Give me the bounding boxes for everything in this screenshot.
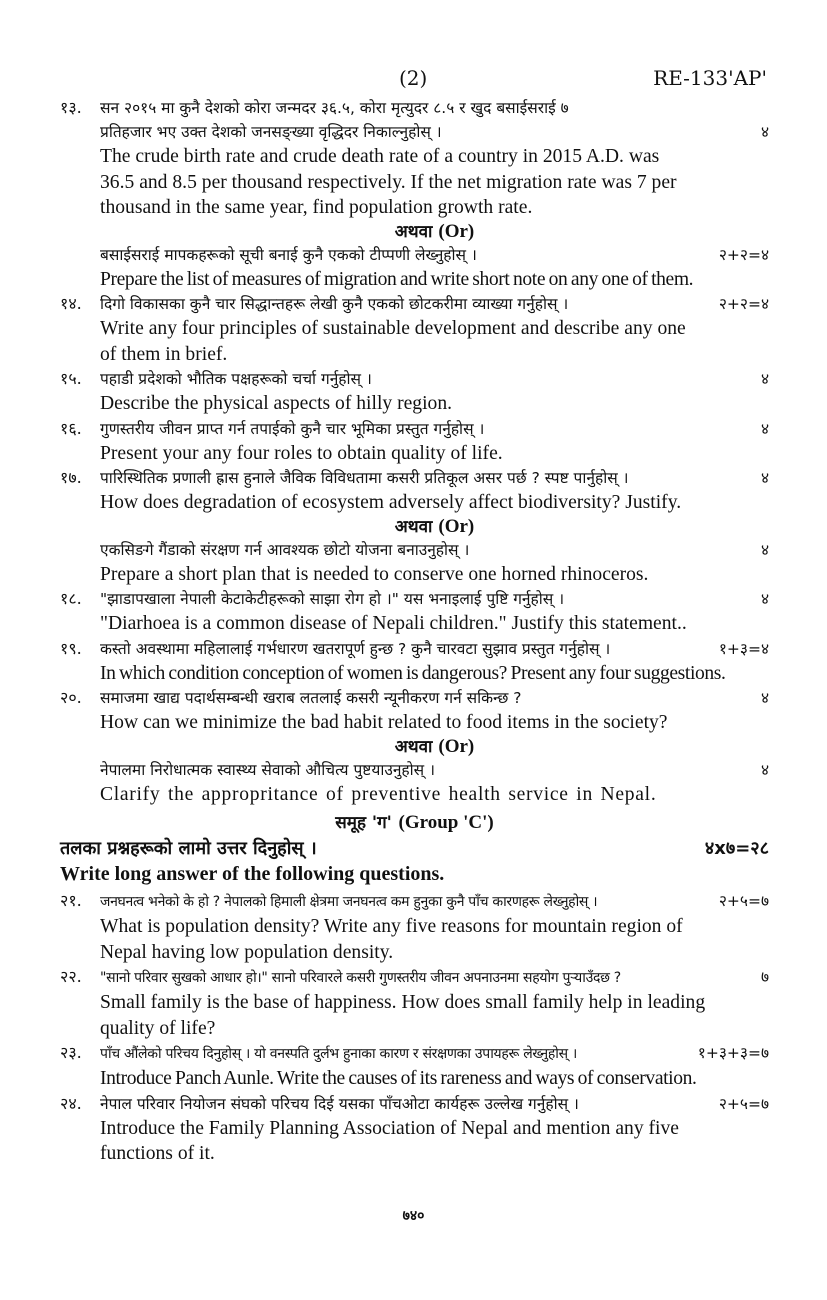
question-text-nepali xyxy=(100,965,769,990)
nepali-text-line: "सानो परिवार सुखको आधार हो।" सानो परिवारले कसरी गुणस्तरीय जीवन अपनाउनमा सहयोग पुऱ्याउँदछ ? xyxy=(100,970,621,986)
question-text-english: "Diarhoea is a common disease of Nepali children." Justify this statement.. xyxy=(100,613,687,634)
question-content xyxy=(100,96,769,221)
or-label-devanagari: अथवा xyxy=(394,516,433,537)
alternative-text-english: Prepare the list of measures of migration and write short note on any one of them. xyxy=(100,268,694,290)
group-c-questions xyxy=(60,889,769,1167)
question-text-english: How does degradation of ecosystem adversely affect biodiversity? Justify. xyxy=(100,492,682,513)
group-b-questions xyxy=(60,96,769,807)
paper-code: RE-133'AP' xyxy=(653,66,767,90)
question-marks: २+२=४ xyxy=(718,245,769,264)
question-content xyxy=(100,965,769,1041)
question-number: २३. xyxy=(60,1043,82,1062)
nepali-text-line: समाजमा खाद्य पदार्थसम्बन्धी खराब लतलाई कसरी न्यूनीकरण गर्न सकिन्छ ? xyxy=(100,689,522,707)
question-item xyxy=(60,637,769,687)
or-separator xyxy=(100,736,769,758)
group-c-title xyxy=(60,809,769,836)
question-marks: १+३=४ xyxy=(718,639,769,658)
question-marks: ४ xyxy=(760,760,769,779)
question-item xyxy=(60,587,769,637)
question-number: १५. xyxy=(60,369,82,388)
question-text-english: Introduce the Family Planning Association of Nepal and mention any five xyxy=(100,1117,679,1139)
group-c-title-english: (Group 'C') xyxy=(398,812,494,833)
question-marks: ४ xyxy=(760,419,769,438)
question-number: १७. xyxy=(60,468,82,487)
question-text-english: In which condition conception of women is dangerous? Present any four suggestions. xyxy=(100,662,726,684)
question-item xyxy=(60,889,769,965)
or-separator xyxy=(100,516,769,538)
question-text-english: of them in brief. xyxy=(100,343,228,365)
question-body xyxy=(60,96,769,1167)
question-marks: ४ xyxy=(760,123,769,141)
question-text-nepali xyxy=(100,367,769,391)
question-marks: १+३+३=७ xyxy=(697,1044,769,1062)
or-label-devanagari: अथवा xyxy=(394,736,433,757)
question-text-english: functions of it. xyxy=(100,1143,215,1164)
question-marks: ४ xyxy=(760,540,769,559)
page-header xyxy=(0,66,827,92)
question-text-nepali xyxy=(100,466,769,490)
question-text-nepali xyxy=(100,96,769,120)
nepali-text-line: नेपाल परिवार नियोजन संघको परिचय दिई यसका पाँचओटा कार्यहरू उल्लेख गर्नुहोस् । xyxy=(100,1094,579,1113)
group-c-title-devanagari: समूह 'ग' xyxy=(335,813,392,833)
nepali-text-line: गुणस्तरीय जीवन प्राप्त गर्न तपाईको कुनै चार भूमिका प्रस्तुत गर्नुहोस् । xyxy=(100,419,485,438)
or-label-english: (Or) xyxy=(438,515,475,537)
question-number: २०. xyxy=(60,688,82,707)
question-item xyxy=(60,686,769,736)
question-text-english: How can we minimize the bad habit related to food items in the society? xyxy=(100,712,668,733)
question-content xyxy=(100,367,769,417)
question-content xyxy=(100,1092,769,1167)
question-text-nepali xyxy=(100,120,769,144)
question-text-nepali xyxy=(100,1092,769,1116)
question-content xyxy=(100,686,769,736)
question-text-english: Nepal having low population density. xyxy=(100,941,394,963)
question-number: २१. xyxy=(60,891,82,910)
question-text-english: Present your any four roles to obtain quality of life. xyxy=(100,442,503,464)
alternative-text-english: Clarify the appropritance of preventive health service in Nepal. xyxy=(100,783,657,805)
question-content xyxy=(100,1041,769,1092)
question-text-nepali xyxy=(100,637,769,661)
question-number: १८. xyxy=(60,589,82,608)
question-item xyxy=(60,417,769,467)
question-text-english: quality of life? xyxy=(100,1017,216,1039)
group-c-instruction-nepali: तलका प्रश्नहरूको लामो उत्तर दिनुहोस् । xyxy=(60,838,317,859)
question-item xyxy=(60,1041,769,1092)
question-marks: २+५=७ xyxy=(718,1094,769,1113)
or-separator xyxy=(100,221,769,243)
nepali-text-line: पारिस्थितिक प्रणाली ह्रास हुनाले जैविक विविधतामा कसरी प्रतिकूल असर पर्छ ? स्पष्ट पार्नुहोस् । xyxy=(100,469,629,487)
nepali-text-line: पहाडी प्रदेशको भौतिक पक्षहरूको चर्चा गर्नुहोस् । xyxy=(100,370,372,388)
question-text-nepali xyxy=(100,889,769,914)
group-c-instruction xyxy=(60,836,769,862)
nepali-text-line: पाँच औंलेको परिचय दिनुहोस् । यो वनस्पति दुर्लभ हुनाका कारण र संरक्षणका उपायहरू लेख्नुहोस् । xyxy=(100,1046,577,1062)
nepali-text-line: नेपालमा निरोधात्मक स्वास्थ्य सेवाको औचित्य पुष्टयाउनुहोस् । xyxy=(100,760,435,779)
question-text-english: What is population density? Write any five reasons for mountain region of xyxy=(100,916,683,937)
question-item xyxy=(60,292,769,367)
question-text-english: Write any four principles of sustainable development and describe any one xyxy=(100,318,686,339)
question-text-nepali xyxy=(100,1041,769,1066)
question-text-english: thousand in the same year, find population growth rate. xyxy=(100,197,533,218)
question-item xyxy=(60,367,769,417)
or-label-english: (Or) xyxy=(438,220,475,242)
question-item xyxy=(60,965,769,1041)
question-text-nepali xyxy=(100,292,769,316)
or-label-devanagari: अथवा xyxy=(394,221,433,242)
question-marks: ४ xyxy=(760,689,769,707)
alternative-question xyxy=(100,758,769,808)
alternative-text-nepali xyxy=(100,243,769,267)
question-content xyxy=(100,417,769,467)
alternative-question xyxy=(100,538,769,588)
group-c-marks: ४x७=२८ xyxy=(704,838,769,859)
question-number: १३. xyxy=(60,98,82,117)
question-marks: ४ xyxy=(760,469,769,487)
nepali-text-line: प्रतिहजार भए उक्त देशको जनसङ्ख्या वृद्धिदर निकाल्नुहोस् । xyxy=(100,123,442,141)
question-marks: ४ xyxy=(760,590,769,608)
nepali-text-line: सन २०१५ मा कुनै देशको कोरा जन्मदर ३६.५, कोरा मृत्युदर ८.५ र खुद बसाईसराई ७ xyxy=(100,99,569,117)
nepali-text-line: जनघनत्व भनेको के हो ? नेपालको हिमाली क्षेत्रमा जनघनत्व कम हुनुका कुनै पाँच कारणहरू लेख्नुहोस् । xyxy=(100,894,598,910)
nepali-text-line: बसाईसराई मापकहरूको सूची बनाई कुनै एकको टीप्पणी लेख्नुहोस् । xyxy=(100,245,477,264)
nepali-text-line: "झाडापखाला नेपाली केटाकेटीहरूको साझा रोग हो ।" यस भनाइलाई पुष्टि गर्नुहोस् । xyxy=(100,590,565,608)
question-number: २२. xyxy=(60,967,82,986)
question-marks: ४ xyxy=(760,370,769,388)
or-label-english: (Or) xyxy=(438,735,475,757)
question-text-english: 36.5 and 8.5 per thousand respectively. If the net migration rate was 7 per xyxy=(100,171,677,193)
question-text-english: Introduce Panch Aunle. Write the causes of its rareness and ways of conservation. xyxy=(100,1068,697,1089)
question-number: १६. xyxy=(60,418,82,438)
alternative-question xyxy=(100,243,769,293)
question-text-nepali xyxy=(100,587,769,611)
question-text-english: Small family is the base of happiness. How does small family help in leading xyxy=(100,992,706,1013)
question-content xyxy=(100,466,769,516)
alternative-text-nepali xyxy=(100,758,769,782)
question-text-nepali xyxy=(100,686,769,710)
question-marks: २+२=४ xyxy=(718,295,769,313)
question-number: २४. xyxy=(60,1093,82,1113)
group-c-instruction-english: Write long answer of the following questions. xyxy=(60,863,445,885)
question-content xyxy=(100,587,769,637)
question-item xyxy=(60,1092,769,1167)
nepali-text-line: एकसिङगे गैंडाको संरक्षण गर्न आवश्यक छोटो योजना बनाउनुहोस् । xyxy=(100,540,470,559)
question-content xyxy=(100,889,769,965)
question-marks: ७ xyxy=(760,968,769,986)
page-number: (2) xyxy=(399,66,428,90)
question-number: १९. xyxy=(60,638,82,658)
question-number: १४. xyxy=(60,294,82,313)
nepali-text-line: कस्तो अवस्थामा महिलालाई गर्भधारण खतरापूर्ण हुन्छ ? कुनै चारवटा सुझाव प्रस्तुत गर्नुहोस् । xyxy=(100,639,611,658)
question-text-english: The crude birth rate and crude death rate of a country in 2015 A.D. was xyxy=(100,146,660,167)
question-content xyxy=(100,637,769,687)
question-marks: २+५=७ xyxy=(718,892,769,910)
question-item xyxy=(60,96,769,221)
alternative-text-english: Prepare a short plan that is needed to conserve one horned rhinoceros. xyxy=(100,563,649,585)
question-content xyxy=(100,292,769,367)
nepali-text-line: दिगो विकासका कुनै चार सिद्धान्तहरू लेखी कुनै एकको छोटकरीमा व्याख्या गर्नुहोस् । xyxy=(100,295,569,313)
footer-mark: ७४० xyxy=(402,1208,425,1224)
question-item xyxy=(60,466,769,516)
question-text-english: Describe the physical aspects of hilly region. xyxy=(100,393,453,414)
question-text-nepali xyxy=(100,417,769,441)
alternative-text-nepali xyxy=(100,538,769,562)
